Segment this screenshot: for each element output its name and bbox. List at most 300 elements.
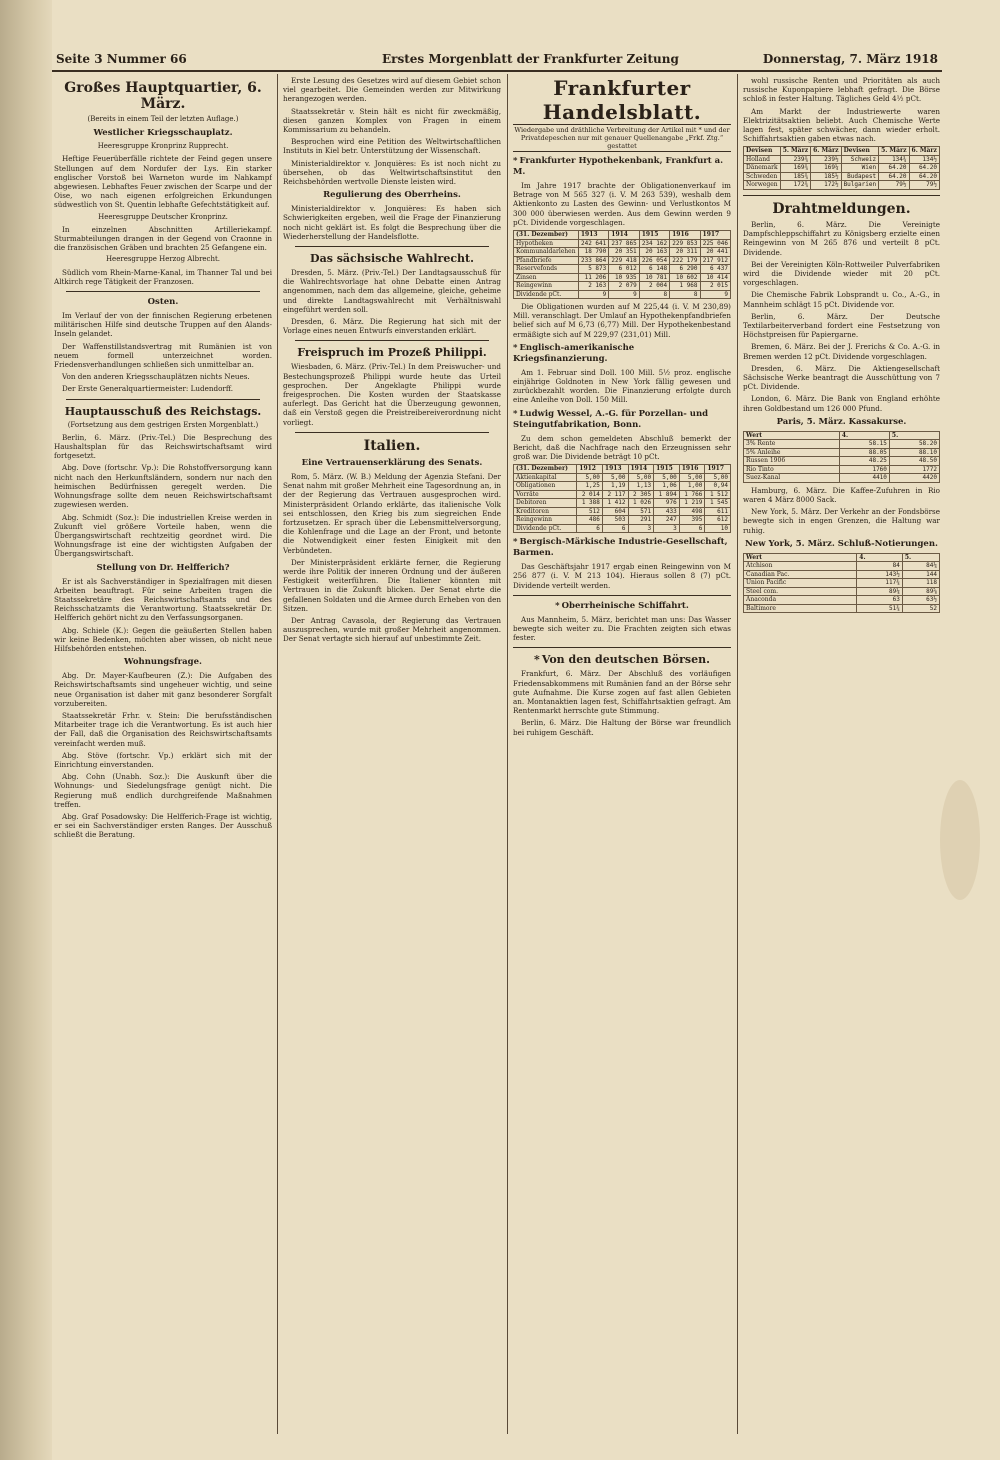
table-row: [514, 273, 731, 282]
asterisk-icon: *: [513, 408, 518, 419]
article-paragraph: Ministerialdirektor v. Jonquières: Es haben sich Schwierigkeiten ergeben, weil die Frage der Finanzierung noch nicht geklärt ist. Es folgt die Besprechung über die Wiederherstellung der Handelsflotte.: [283, 204, 501, 241]
table-cell: 88.05: [839, 448, 889, 457]
table-cell: 88.10: [889, 448, 939, 457]
table-cell: Dividende pCt.: [514, 524, 577, 533]
table-cell: 79½: [879, 181, 909, 190]
table-cell: 20 311: [670, 248, 700, 257]
table-cell: 2 079: [609, 282, 639, 291]
table-cell: 1,25: [577, 482, 603, 491]
headline-freispruch: Freispruch im Prozeß Philippi.: [297, 346, 487, 360]
article-paragraph: In einzelnen Abschnitten Artilleriekampf. Sturmabteilungen drangen in der Gegend von Craonne in die französischen Gräben und brachten 25 Gefangene ein.: [54, 224, 272, 253]
table-cell: 1 219: [679, 499, 705, 508]
asterisk-icon: *: [534, 653, 540, 667]
asterisk-icon: *: [513, 342, 518, 353]
table-cell: 84¼: [902, 562, 939, 571]
headline-italien: Italien.: [363, 437, 421, 454]
table-header-cell: 1917: [700, 231, 730, 240]
handelsblatt-title: Frankfurter Handelsblatt.: [542, 76, 702, 124]
table-row: [514, 282, 731, 291]
table-row: [514, 524, 731, 533]
divider: [295, 340, 489, 341]
table-cell: 1 894: [654, 490, 680, 499]
table-row: [514, 490, 731, 499]
article-paragraph: Dresden, 6. März. Die Aktiengesellschaft Sächsische Werke beantragt die Ausschüttung von 7 pCt. Dividende.: [743, 363, 940, 392]
table-cell: 6: [602, 524, 628, 533]
table-cell: Atchison: [744, 562, 857, 571]
table-cell: 5,00: [602, 473, 628, 482]
divider: [295, 246, 489, 247]
article-paragraph: Besprochen wird eine Petition des Weltwirtschaftlichen Instituts in Kiel betr. Unterstützung der Wissenschaft.: [283, 137, 501, 156]
table-cell: 9: [609, 290, 639, 299]
table-cell: 185¾: [780, 172, 810, 181]
table-cell: 2 305: [628, 490, 654, 499]
article-paragraph: Er ist als Sachverständiger in Spezialfragen mit diesen Arbeiten beauftragt. Für seine Arbeiten tragen die Staatssekretäre des Reichswirtschaftsamts und des Reichsschatzamts die Verantwortung. Staatssekretär Dr. Helfferich gehört nicht zu den Verfassungsorganen.: [54, 576, 272, 623]
table-cell: Russen 1906: [744, 457, 840, 466]
table-cell: 1 512: [705, 490, 731, 499]
group-heading: Heeresgruppe Deutscher Kronprinz.: [98, 212, 228, 221]
article-paragraph: Berlin, 6. März. Der Deutsche Textilarbeiterverband fordert eine Festsetzung von Höchstpreisen für Papiergarne.: [743, 311, 940, 340]
table-cell: 58.15: [839, 440, 889, 449]
article-paragraph: Staatssekretär v. Stein hält es nicht für zweckmäßig, diesen ganzen Komplex von Fragen in einem Kommissarium zu behandeln.: [283, 106, 501, 135]
table-cell: 239¾: [780, 155, 810, 164]
table-cell: 18 790: [578, 248, 608, 257]
table-cell: 1,13: [628, 482, 654, 491]
table-cell: 571: [628, 507, 654, 516]
table-header-row: [744, 553, 940, 562]
table-row: [514, 499, 731, 508]
table-row: [744, 474, 940, 483]
table-cell: Aktienkapital: [514, 473, 577, 482]
table-cell: Steel com.: [744, 587, 857, 596]
article-paragraph: Südlich vom Rhein-Marne-Kanal, im Thanner Tal und bei Altkirch rege Tätigkeit der Franzosen.: [54, 267, 272, 286]
group-heading: Heeresgruppe Kronprinz Rupprecht.: [97, 142, 229, 151]
table-cell: 6 012: [609, 265, 639, 274]
article-paragraph: Aus Mannheim, 5. März, berichtet man uns: Das Wasser bewegte sich weiter zu. Die Frachten zeigten sich etwas fester.: [513, 614, 731, 643]
table-cell: 6 290: [670, 265, 700, 274]
article-paragraph: Der Waffenstillstandsvertrag mit Rumänien ist von neuem formell unterzeichnet worden. Friedensverhandlungen schließen sich unmittelbar an.: [54, 341, 272, 370]
section-heading: [513, 343, 731, 365]
table-cell: 172½: [811, 181, 841, 190]
table-cell: 169¾: [780, 164, 810, 173]
headline-boersen: [513, 653, 731, 666]
table-cell: 169¼: [811, 164, 841, 173]
table-cell: 9: [700, 290, 730, 299]
table-cell: 63½: [902, 596, 939, 605]
table-cell: 291: [628, 516, 654, 525]
section-heading: Westlicher Kriegsschauplatz.: [93, 128, 233, 139]
table-title: Paris, 5. März. Kassakurse.: [776, 416, 907, 427]
table-header-cell: Wert: [744, 553, 857, 562]
article-paragraph: London, 6. März. Die Bank von England erhöhte ihren Goldbestand um 126 000 Pfund.: [743, 394, 940, 413]
article-paragraph: Staatssekretär Frhr. v. Stein: Die berufsständischen Mitarbeiter trage ich die Verantwortung. Es ist auch hier der Fall, daß die Organisation des Reichswirtschaftsamts vereinfacht werden muß.: [54, 710, 272, 748]
table-cell: 10 935: [609, 273, 639, 282]
table-cell: 6 148: [639, 265, 669, 274]
table-cell: 144: [902, 570, 939, 579]
article-paragraph: Die Chemische Fabrik Lobsprandt u. Co., A.-G., in Mannheim schlägt 15 pCt. Dividende vor.: [743, 290, 940, 309]
table-cell: 1 412: [602, 499, 628, 508]
table-cell: 48.50: [889, 457, 939, 466]
table-cell: 64.20: [909, 172, 939, 181]
table-row: [744, 579, 940, 588]
table-cell: 64.20: [879, 164, 909, 173]
table-cell: 512: [577, 507, 603, 516]
headline-drahtmeldungen: Drahtmeldungen.: [772, 200, 911, 217]
divider: [66, 399, 260, 400]
article-paragraph: New York, 5. März. Der Verkehr an der Fondsbörse bewegte sich in engen Grenzen, die Haltung war ruhig.: [743, 507, 940, 535]
headline-subtitle: (Bereits in einem Teil der letzten Auflage.): [87, 115, 239, 123]
table-header-cell: 6. März: [909, 147, 939, 156]
table-cell: 20 351: [609, 248, 639, 257]
table-cell: 222 179: [670, 256, 700, 265]
column-3: [513, 76, 731, 1431]
table-cell: Kommunaldarlehen: [514, 248, 579, 257]
table-header-cell: 6. März: [811, 147, 841, 156]
table-cell: 1 026: [628, 499, 654, 508]
table-cell: 2 014: [577, 490, 603, 499]
table-cell: 58.20: [889, 440, 939, 449]
table-cell: 64.20: [909, 164, 939, 173]
table-header-cell: 1915: [639, 231, 669, 240]
table-cell: 63: [857, 596, 903, 605]
table-cell: 6: [679, 524, 705, 533]
table-row: [744, 562, 940, 571]
article-paragraph: Berlin, 6. März. Die Haltung der Börse war freundlich bei ruhigem Geschäft.: [513, 718, 731, 737]
article-paragraph: Dresden, 6. März. Die Regierung hat sich mit der Vorlage eines neuen Entwurfs einverstanden erklärt.: [283, 317, 501, 336]
newspaper-sheet: [52, 46, 942, 1436]
column-1: [54, 76, 272, 1431]
table-cell: 6 437: [700, 265, 730, 274]
table-cell: 3: [654, 524, 680, 533]
group-heading: Heeresgruppe Herzog Albrecht.: [105, 255, 221, 264]
headline-hauptausschuss: Hauptausschuß des Reichstags.: [64, 404, 262, 418]
table-cell: 84: [857, 562, 903, 571]
table-cell: 117¾: [857, 579, 903, 588]
column-rule: [277, 74, 278, 1434]
table-cell: 10 602: [670, 273, 700, 282]
table-cell: 134¾: [879, 155, 909, 164]
newyork-kurse-table: [743, 553, 940, 614]
table-cell: 143½: [857, 570, 903, 579]
table-header-cell: 4.: [857, 553, 903, 562]
article-paragraph: Abg. Schmidt (Soz.): Die industriellen Kreise werden in Zukunft viel größere Vorteile haben, wenn die Übergangswirtschaft rechtzeitig geordnet wird. Die Wohnungsfrage ist eine der wichtigsten Aufgaben der Übergangswirtschaft.: [54, 512, 272, 559]
table-cell: 0,94: [705, 482, 731, 491]
article-paragraph: Abg. Dove (fortschr. Vp.): Die Rohstoffversorgung kann nicht nach den Herkunftsländern, sondern nur nach den heimischen Bedürfnissen geregelt werden. Die Wohnungsfrage sollte dem neuen Reichswirtschaftsamt zugewiesen werden.: [54, 463, 272, 510]
section-heading: Regulierung des Oberrheins.: [323, 190, 461, 201]
table-header-cell: 1913: [578, 231, 608, 240]
table-cell: 89¼: [857, 587, 903, 596]
article-paragraph: Im Verlauf der von der finnischen Regierung erbetenen militärischen Hilfe sind deutsche Truppen auf den Alands-Inseln gelandet.: [54, 311, 272, 339]
table-cell: 5,00: [577, 473, 603, 482]
table-cell: Kreditoren: [514, 507, 577, 516]
table-cell: 1,19: [602, 482, 628, 491]
table-row: [744, 465, 940, 474]
table-row: [514, 473, 731, 482]
table-cell: Zinsen: [514, 273, 579, 282]
table-row: [744, 604, 940, 613]
article-paragraph: Am 1. Februar sind Doll. 100 Mill. 5½ proz. englische einjährige Goldnoten in New York fällig gewesen und zurückbezahlt worden. Die Finanzierung erfolgte durch eine Anleihe von Doll. 150 Mill.: [513, 367, 731, 405]
table-cell: 1 388: [577, 499, 603, 508]
article-paragraph: Frankfurt, 6. März. Der Abschluß des vorläufigen Friedensabkommens mit Rumänien fand an der Börse sehr gute Aufnahme. Die Kurse zogen auf fast allen Gebieten an. Montanaktien lagen fest, Schiffahrtsaktien gefragt. Am Rentenmarkt herrschte gute Stimmung.: [513, 669, 731, 716]
table-cell: 51¾: [857, 604, 903, 613]
table-header-cell: 4.: [839, 431, 889, 440]
article-paragraph: Abg. Schiele (K.): Gegen die geäußerten Stellen haben wir keine Bedenken, möchten aber wissen, ob nicht neue Hilfsbehörden entstehen.: [54, 625, 272, 653]
table-row: [514, 482, 731, 491]
asterisk-icon: *: [555, 600, 560, 611]
article-paragraph: Hamburg, 6. März. Die Kaffee-Zufuhren in Rio waren 4 März 8000 Sack.: [743, 485, 940, 504]
table-cell: Reingewinn: [514, 282, 579, 291]
article-signature: Der Erste Generalquartiermeister: Ludendorff.: [62, 384, 233, 394]
table-cell: 52: [902, 604, 939, 613]
porzellan-balance-table: [513, 464, 731, 533]
article-paragraph: Abg. Graf Posadowsky: Die Helfferich-Frage ist wichtig, er sei ein Sachverständiger ersten Ranges. Der Ausschuß schließt die Beratung.: [54, 811, 272, 840]
table-header-cell: 1914: [628, 465, 654, 474]
table-cell: Holland: [744, 155, 781, 164]
table-cell: Obligationen: [514, 482, 577, 491]
article-paragraph: Erste Lesung des Gesetzes wird auf diesem Gebiet schon viel gearbeitet. Die Gemeinden werden zur Mitwirkung herangezogen werden.: [283, 76, 501, 104]
article-paragraph: Abg. Stöve (fortschr. Vp.) erklärt sich mit der Einrichtung einverstanden.: [54, 750, 272, 769]
article-paragraph: Bei der Vereinigten Köln-Rottweiler Pulverfabriken wird die Dividende wieder mit 20 pCt. vorgeschlagen.: [743, 259, 940, 288]
table-cell: Dividende pCt.: [514, 290, 579, 299]
article-paragraph: Am Markt der Industriewerte waren Elektrizitätsaktien beliebt. Auch Chemische Werte lagen fest, später schwächer, dann wieder erholt. Schiffahrtsaktien gaben etwas nach.: [743, 106, 940, 144]
table-header-row: [514, 465, 731, 474]
article-paragraph: Abg. Cohn (Unabh. Soz.): Die Auskunft über die Wohnungs- und Siedelungsfrage genügt nicht. Die Regierung muß endlich durchgreifende Maßnahmen treffen.: [54, 772, 272, 809]
table-cell: 3% Rente: [744, 440, 840, 449]
table-row: [514, 256, 731, 265]
table-cell: 11 206: [578, 273, 608, 282]
table-cell: 64.20: [879, 172, 909, 181]
table-row: [514, 507, 731, 516]
table-cell: 2 117: [602, 490, 628, 499]
table-cell: 229 853: [670, 239, 700, 248]
table-header-cell: Devisen: [744, 147, 781, 156]
article-paragraph: Im Jahre 1917 brachte der Obligationenverkauf im Betrage von M 565 327 (i. V. M 263 539), weshalb dem Aktienkonto zu Lasten des Gewinn- und Verlustkontos M 300 000 überwiesen werden. Aus dem Gewinn werden 9 pCt. Dividende vorgeschlagen.: [513, 181, 731, 227]
table-row: [514, 290, 731, 299]
table-cell: 8: [639, 290, 669, 299]
table-cell: 2 004: [639, 282, 669, 291]
table-cell: 5,00: [628, 473, 654, 482]
article-paragraph: wohl russische Renten und Prioritäten als auch russische Kuponpapiere lebhaft gefragt. Die Börse schloß in fester Haltung. Tägliches Geld 4½ pCt.: [743, 76, 940, 104]
section-heading-text: Oberrheinische Schiffahrt.: [561, 600, 689, 611]
article-paragraph: Rom, 5. März. (W. B.) Meldung der Agenzia Stefani. Der Senat nahm mit großer Mehrheit eine Tagesordnung an, in der der Regierung das Vertrauen ausgesprochen wird. Ministerpräsident Orlando erklärte, das italienische Volk sei entschlossen, den Krieg bis zum siegreichen Ende fortzusetzen. Er sprach über die Lebensmittelversorgung, die Kohlenfrage und die Lage an der Front, und betonte die Notwendigkeit einer festen Einigkeit mit den Verbündeten.: [283, 471, 501, 555]
table-row: [744, 457, 940, 466]
article-paragraph: Dresden, 5. März. (Priv.-Tel.) Der Landtagsausschuß für die Wahlrechtsvorlage hat ohne Debatte einen Antrag angenommen, nach dem das allgemeine, gleiche, geheime und direkte Landtagswahlrecht mit Verhältniswahl eingeführt werden soll.: [283, 268, 501, 314]
table-cell: 239½: [811, 155, 841, 164]
table-cell: Debitoren: [514, 499, 577, 508]
table-cell: 5,00: [679, 473, 705, 482]
table-header-row: [744, 431, 940, 440]
table-cell: 3: [628, 524, 654, 533]
bank-balance-table: [513, 230, 731, 299]
page-binding: [0, 0, 52, 1460]
section-heading: Stellung von Dr. Helfferich?: [96, 562, 230, 573]
table-cell: 10 781: [639, 273, 669, 282]
table-header-cell: 1916: [670, 231, 700, 240]
table-header-row: [514, 231, 731, 240]
table-cell: 185½: [811, 172, 841, 181]
section-heading: Wohnungsfrage.: [124, 657, 202, 668]
article-paragraph: Von den anderen Kriegsschauplätzen nichts Neues.: [62, 372, 250, 382]
table-header-cell: 1917: [705, 465, 731, 474]
table-header-row: [744, 147, 940, 156]
table-cell: 1760: [839, 465, 889, 474]
table-cell: Pfandbriefe: [514, 256, 579, 265]
table-cell: 503: [602, 516, 628, 525]
asterisk-icon: *: [513, 537, 518, 548]
section-heading: Eine Vertrauenserklärung des Senats.: [301, 457, 483, 468]
table-header-cell: 5. März: [879, 147, 909, 156]
table-header-cell: (31. Dezember): [514, 231, 579, 240]
section-heading: [513, 601, 731, 612]
table-cell: 217 912: [700, 256, 730, 265]
article-paragraph: Wiesbaden, 6. März. (Priv.-Tel.) In dem Preiswucher- und Bestechungsprozeß Philippi wurde heute das Urteil gesprochen. Der Angeklagte Philippi wurde freigesprochen. Die Kosten wurden der Staatskasse auferlegt. Das Gericht hat die Überzeugung gewonnen, daß ein Verstoß gegen die Preistreibereiverordnung nicht vorliegt.: [283, 362, 501, 427]
table-cell: 79½: [909, 181, 939, 190]
table-row: [744, 448, 940, 457]
article-paragraph: Die Obligationen wurden auf M 225,44 (i. V. M 230,89) Mill. veranschlagt. Der Umlauf an Hypothekenpfandbriefen belief sich auf M 6,73 (6,77) Mill. Der Hypothekenbestand ermäßigte sich auf M 229,97 (231,01) Mill.: [513, 302, 731, 339]
table-header-cell: 1916: [679, 465, 705, 474]
table-header-cell: 1913: [602, 465, 628, 474]
table-cell: 1772: [889, 465, 939, 474]
table-cell: 1 545: [705, 499, 731, 508]
table-cell: Bulgarien: [841, 181, 879, 190]
masthead: [52, 46, 942, 72]
table-row: [744, 155, 940, 164]
table-cell: 9: [578, 290, 608, 299]
table-cell: 4410: [839, 474, 889, 483]
table-cell: Anaconda: [744, 596, 857, 605]
section-heading-text: Frankfurter Hypothekenbank, Frankfurt a. M.: [513, 156, 724, 177]
table-cell: 172¾: [780, 181, 810, 190]
column-2: [283, 76, 501, 1431]
table-cell: Wien: [841, 164, 879, 173]
table-header-cell: 5.: [902, 553, 939, 562]
article-paragraph: Berlin, 6. März. Die Vereinigte Dampfschleppschiffahrt zu Königsberg erzielte einen Reingewinn von M 265 876 und verteilt 8 pCt. Dividende.: [743, 219, 940, 257]
table-cell: Union Pacific: [744, 579, 857, 588]
table-row: [514, 516, 731, 525]
article-paragraph: Der Antrag Cavasola, der Regierung das Vertrauen auszusprechen, wurde mit großer Mehrheit angenommen. Der Senat vertagte sich hierauf auf unbestimmte Zeit.: [283, 615, 501, 644]
table-cell: Norwegen: [744, 181, 781, 190]
table-cell: 5,00: [654, 473, 680, 482]
masthead-date: Donnerstag, 7. März 1918: [762, 52, 938, 66]
table-cell: Reingewinn: [514, 516, 577, 525]
headline-hauptquartier: Großes Hauptquartier, 6. März.: [64, 80, 262, 112]
table-cell: 5% Anleihe: [744, 448, 840, 457]
table-cell: 612: [705, 516, 731, 525]
column-4: [743, 76, 940, 1431]
article-paragraph: Das Geschäftsjahr 1917 ergab einen Reingewinn von M 256 877 (i. V. M 213 104). Hieraus sollen 8 (7) pCt. Dividende verteilt werden.: [513, 562, 731, 590]
table-cell: Suez-Kanal: [744, 474, 840, 483]
table-cell: Baltimore: [744, 604, 857, 613]
table-cell: 5 873: [578, 265, 608, 274]
table-header-cell: 1912: [577, 465, 603, 474]
table-cell: 247: [654, 516, 680, 525]
article-paragraph: Berlin, 6. März. (Priv.-Tel.) Die Besprechung des Haushaltsplan für das Reichswirtschaftsamt wird fortgesetzt.: [54, 432, 272, 461]
table-cell: Rio Tinto: [744, 465, 840, 474]
divider: [513, 595, 731, 596]
table-title: New York, 5. März. Schluß-Notierungen.: [745, 538, 938, 549]
table-row: [744, 440, 940, 449]
table-cell: 20 163: [639, 248, 669, 257]
handelsblatt-subtitle: Wiedergabe und dräthliche Verbreitung der Artikel mit * und der Privatdepeschen nur mit genauer Quellenangabe „Frkf. Ztg.“ gestattet: [514, 126, 730, 150]
section-heading-text: Von den deutschen Börsen.: [541, 653, 710, 667]
table-cell: 6: [577, 524, 603, 533]
table-cell: 1,00: [679, 482, 705, 491]
table-cell: 498: [679, 507, 705, 516]
table-cell: 1 766: [679, 490, 705, 499]
table-cell: Budapest: [841, 172, 879, 181]
section-heading-text: Ludwig Wessel, A.-G. für Porzellan- und Steingutfabrikation, Bonn.: [513, 408, 709, 430]
masthead-page-number: Seite 3 Nummer 66: [56, 52, 187, 66]
section-heading: [513, 409, 731, 431]
table-cell: 395: [679, 516, 705, 525]
table-cell: 976: [654, 499, 680, 508]
table-cell: Vorräte: [514, 490, 577, 499]
table-cell: 134½: [909, 155, 939, 164]
article-paragraph: Bremen, 6. März. Bei der J. Frerichs & Co. A.-G. in Bremen werden 12 pCt. Dividende vorgeschlagen.: [743, 342, 940, 361]
table-row: [744, 172, 940, 181]
table-cell: 8: [670, 290, 700, 299]
section-heading: Osten.: [147, 297, 179, 308]
table-row: [744, 181, 940, 190]
table-header-cell: 1914: [609, 231, 639, 240]
article-paragraph: Abg. Dr. Mayer-Kaufbeuren (Z.): Die Aufgaben des Reichswirtschaftsamts sind ungeheuer wichtig, und seine neue Organisation ist daher mit ganz besonderer Sorgfalt vorzubereiten.: [54, 671, 272, 708]
table-cell: 10: [705, 524, 731, 533]
article-paragraph: Zu dem schon gemeldeten Abschluß bemerkt der Bericht, daß die Nachfrage nach den Erzeugnissen sehr groß war. Die Dividende beträgt 10 pCt.: [513, 433, 731, 462]
masthead-title: Erstes Morgenblatt der Frankfurter Zeitung: [382, 52, 679, 66]
table-row: [744, 570, 940, 579]
table-cell: 118: [902, 579, 939, 588]
table-cell: Reservefonds: [514, 265, 579, 274]
table-row: [744, 164, 940, 173]
table-row: [514, 239, 731, 248]
table-cell: 89⅝: [902, 587, 939, 596]
divider: [295, 432, 489, 433]
divider: [513, 647, 731, 648]
divider: [66, 291, 260, 292]
table-row: [744, 596, 940, 605]
table-cell: Canadian Pac.: [744, 570, 857, 579]
table-cell: 2 015: [700, 282, 730, 291]
table-cell: 233 864: [578, 256, 608, 265]
table-cell: 237 865: [609, 239, 639, 248]
headline-wahlrecht: Das sächsische Wahlrecht.: [310, 252, 474, 266]
asterisk-icon: *: [513, 156, 518, 166]
table-header-cell: 5. März: [780, 147, 810, 156]
article-paragraph: Der Ministerpräsident erklärte ferner, die Regierung werde ihre Politik der inneren Ordnung und der äußeren Festigkeit weiterführen. Die Italiener könnten mit Vertrauen in die Zukunft blicken. Der Senat ehrte die gefallenen Soldaten und die Armee durch Erheben von den Sitzen.: [283, 557, 501, 613]
table-cell: 433: [654, 507, 680, 516]
divider: [743, 195, 940, 196]
table-cell: 20 441: [700, 248, 730, 257]
column-rule: [737, 74, 738, 1434]
table-cell: 611: [705, 507, 731, 516]
table-cell: 5,00: [705, 473, 731, 482]
headline-subtitle: (Fortsetzung aus dem gestrigen Ersten Morgenblatt.): [67, 420, 259, 429]
table-header-cell: (31. Dezember): [514, 465, 577, 474]
table-cell: Hypotheken: [514, 239, 579, 248]
table-cell: 234 162: [639, 239, 669, 248]
table-header-cell: 5.: [889, 431, 939, 440]
table-cell: 226 054: [639, 256, 669, 265]
table-cell: 225 046: [700, 239, 730, 248]
devisen-table: [743, 146, 940, 190]
section-heading: [513, 537, 731, 559]
table-cell: 604: [602, 507, 628, 516]
table-cell: 1 968: [670, 282, 700, 291]
table-header-cell: 1915: [654, 465, 680, 474]
table-row: [514, 248, 731, 257]
table-cell: 242 641: [578, 239, 608, 248]
table-cell: Schweden: [744, 172, 781, 181]
table-header-cell: Devisen: [841, 147, 879, 156]
